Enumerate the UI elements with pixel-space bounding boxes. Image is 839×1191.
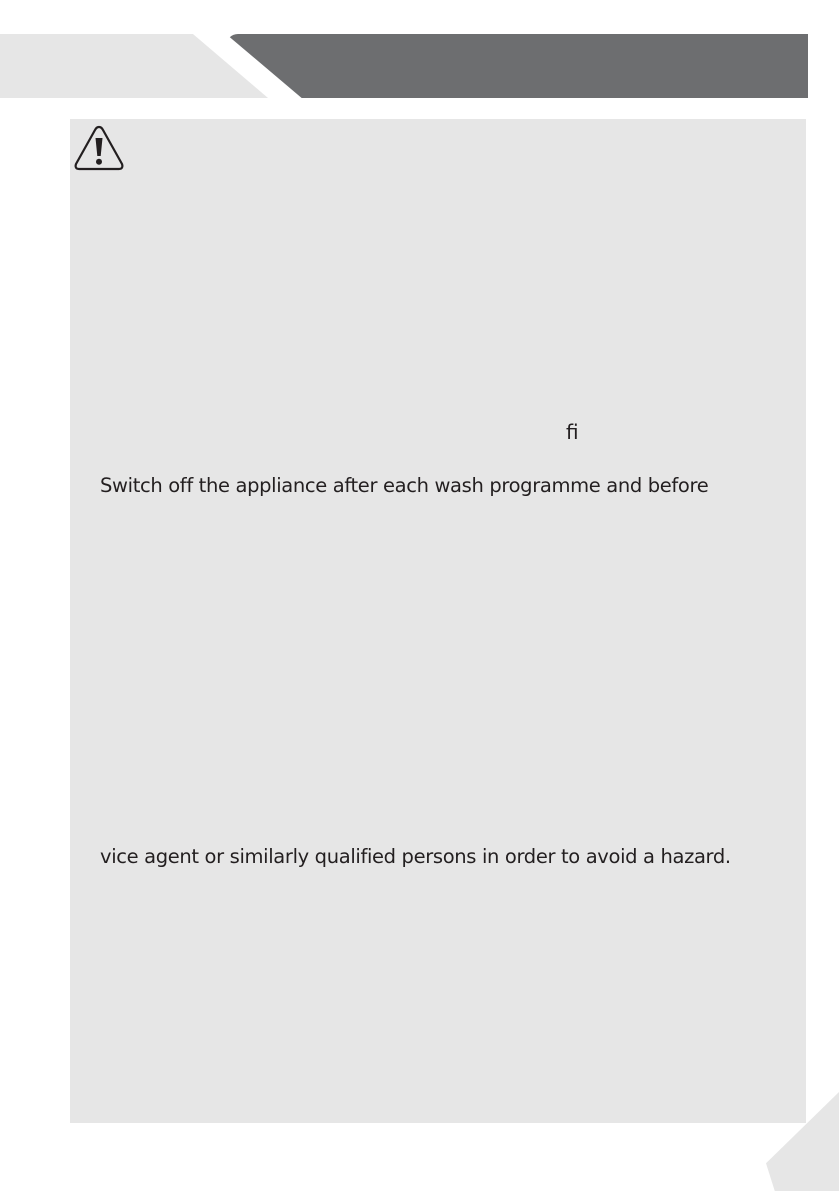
warning-triangle-icon (73, 124, 125, 172)
header-dark-bar (226, 34, 808, 98)
safety-content-panel (70, 119, 806, 1123)
text-fragment: fi (566, 420, 579, 444)
header-light-tab (0, 34, 268, 98)
service-agent-instruction-line: vice agent or similarly qualified persons in order to avoid a hazard. (100, 845, 731, 868)
switch-off-instruction-line: Switch off the appliance after each wash programme and before (100, 474, 709, 497)
